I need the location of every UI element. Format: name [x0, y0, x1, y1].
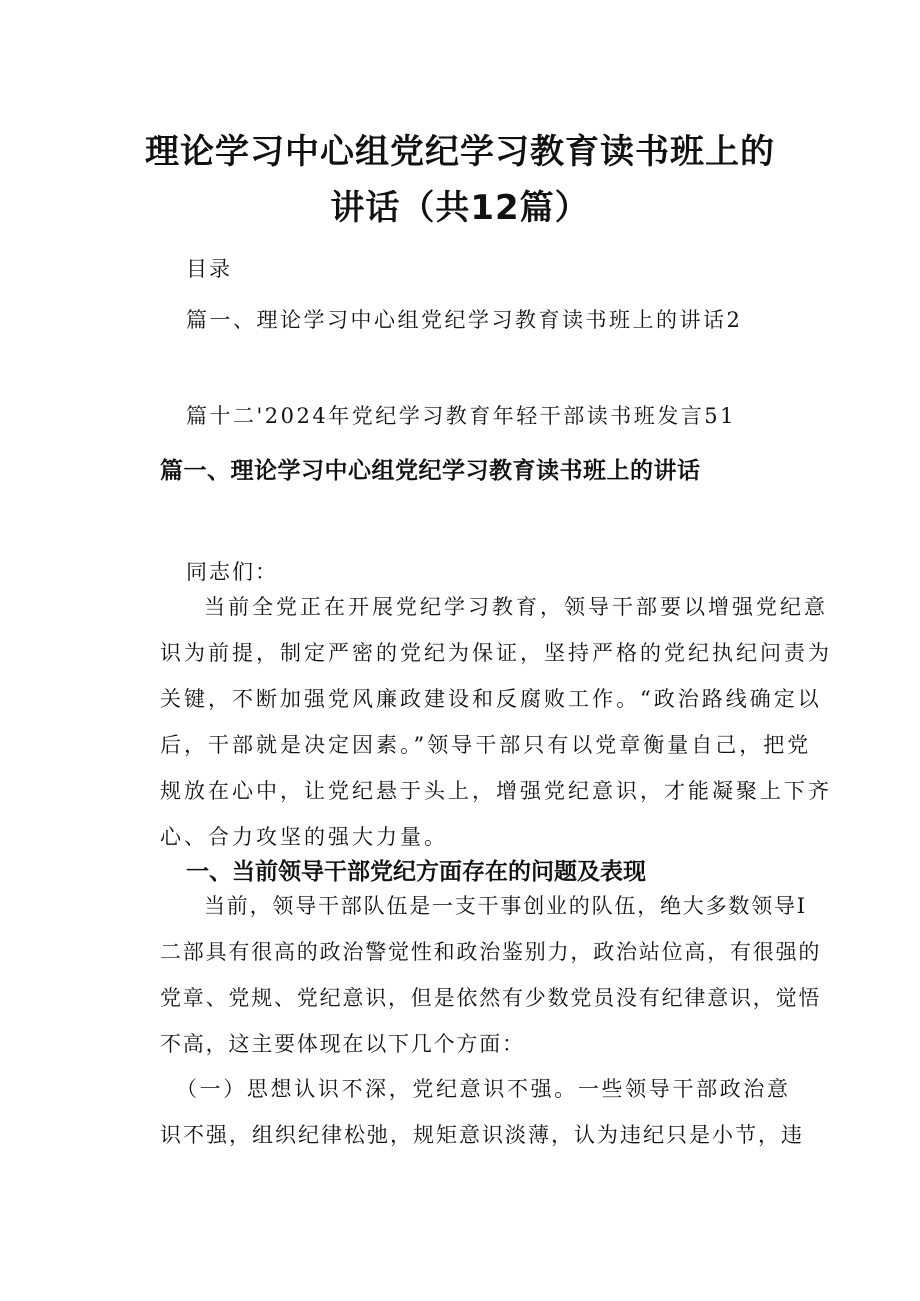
paragraph-line: 关键，不断加强党风廉政建设和反腐败工作。“政治路线确定以	[160, 687, 822, 711]
paragraph-line: 当前全党正在开展党纪学习教育，领导干部要以增强党纪意	[204, 595, 828, 619]
section-heading: 篇一、理论学习中心组党纪学习教育读书班上的讲话	[160, 458, 701, 484]
paragraph-line: 当前，领导干部队伍是一支干事创业的队伍，绝大多数领导I	[204, 894, 807, 918]
paragraph-problems	[160, 883, 822, 1067]
document-title-line1: 理论学习中心组党纪学习教育读书班上的	[145, 132, 775, 172]
paragraph-point-one	[160, 1066, 804, 1158]
subheading: 一、当前领导干部党纪方面存在的问题及表现	[186, 859, 646, 885]
paragraph-line: 识不强，组织纪律松弛，规矩意识淡薄，认为违纪只是小节，违	[160, 1123, 804, 1147]
paragraph-line: 后，干部就是决定因素。”领导干部只有以党章衡量自己，把党	[160, 733, 812, 757]
paragraph-line: 二部具有很高的政治警觉性和政治鉴别力，政治站位高，有很强的	[160, 940, 822, 964]
paragraph-line: 心、合力攻坚的强大力量。	[160, 825, 448, 849]
toc-item: 篇十二'2024年党纪学习教育年轻干部读书班发言51	[186, 404, 736, 428]
toc-item: 篇一、理论学习中心组党纪学习教育读书班上的讲话2	[186, 308, 743, 332]
paragraph-intro	[160, 584, 832, 860]
paragraph-line: 识为前提，制定严密的党纪为保证，坚持严格的党纪执纪问责为	[160, 641, 832, 665]
paragraph-line: 党章、党规、党纪意识，但是依然有少数党员没有纪律意识，觉悟	[160, 986, 822, 1010]
greeting: 同志们：	[186, 560, 278, 584]
document-title-line2: 讲话（共12篇）	[330, 188, 590, 228]
paragraph-line: （一）思想认识不深，党纪意识不强。一些领导干部政治意	[176, 1077, 790, 1101]
paragraph-line: 不高，这主要体现在以下几个方面：	[160, 1032, 525, 1056]
toc-label: 目录	[186, 257, 232, 281]
paragraph-line: 规放在心中，让党纪悬于头上，增强党纪意识，才能凝聚上下齐	[160, 779, 832, 803]
